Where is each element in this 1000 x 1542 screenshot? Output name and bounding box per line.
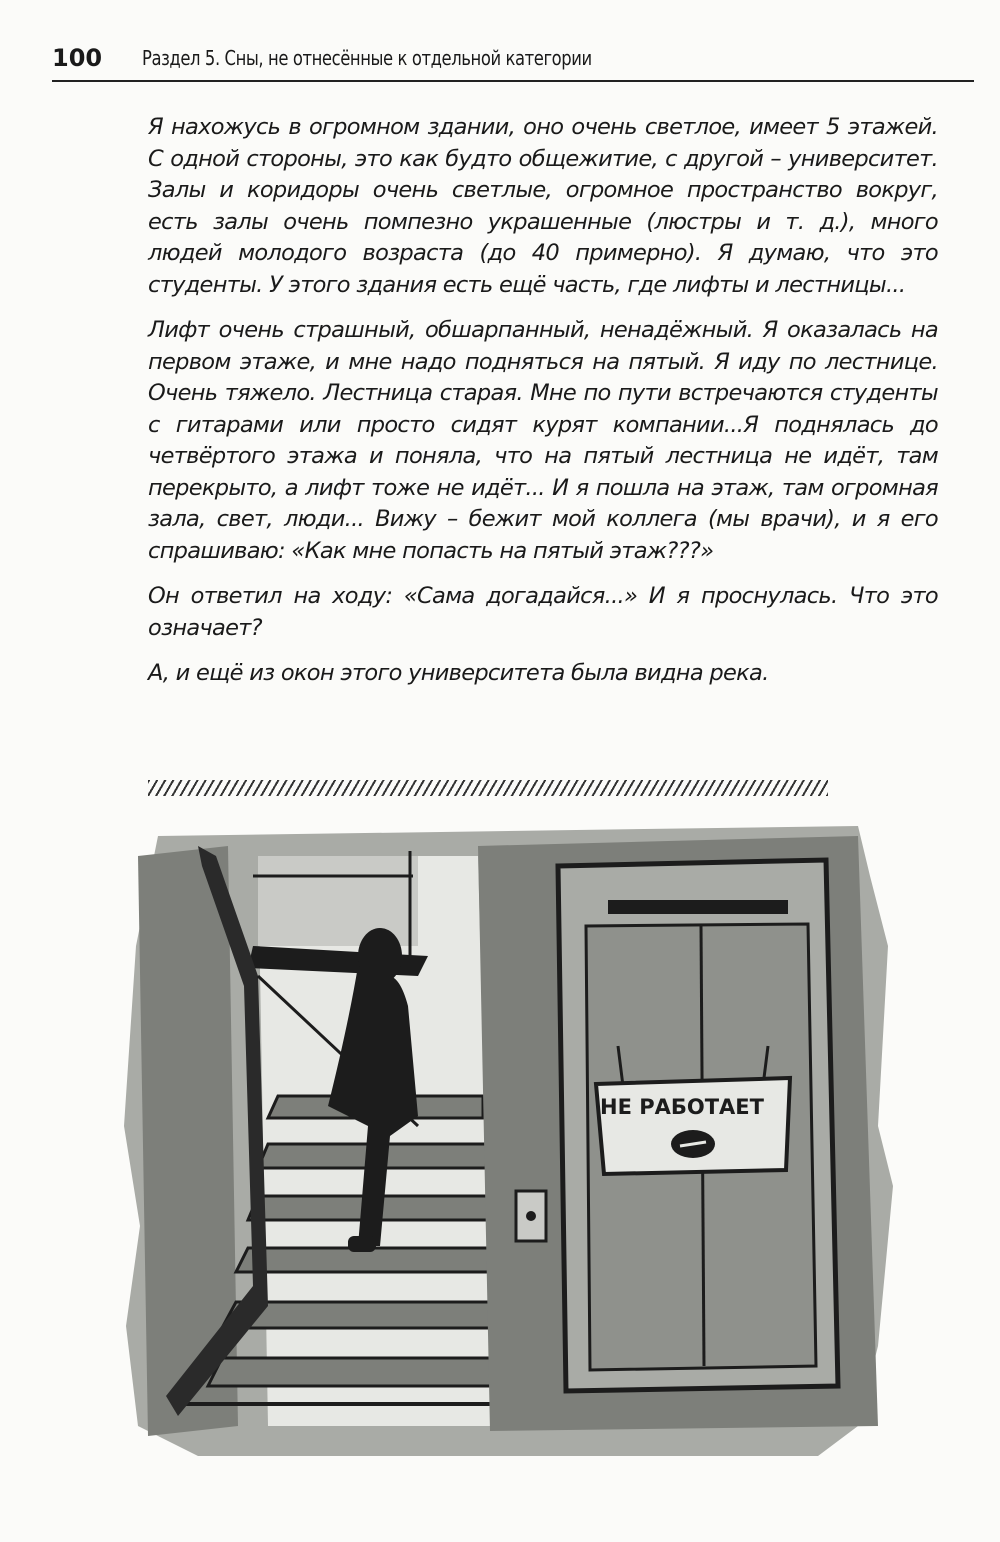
out-of-order-sign (596, 1078, 790, 1174)
call-button (526, 1211, 536, 1221)
upper-landing (258, 856, 418, 946)
staircase-elevator-illustration (118, 826, 900, 1462)
elevator-indicator (608, 900, 788, 914)
paragraph-3: Он ответил на ходу: «Сама догадайся...» И я проснулась. Что это означает? (148, 583, 938, 641)
hatched-divider (148, 780, 828, 796)
paragraph-4: А, и ещё из окон этого университета была видна река. (148, 660, 769, 686)
sign-text: НЕ РАБОТАЕТ (600, 1095, 764, 1119)
page-header (52, 38, 974, 82)
paragraph-2: Лифт очень страшный, обшарпанный, ненадёжный. Я оказалась на первом этаже, и мне надо подняться на пятый. Я иду по лестнице. Очень тяжело. Лестница старая. Мне по пути встречаются студенты с гитарами или просто сидят курят компании...Я поднялась до четвёртого этажа и поняла, что на пятый лестница не идёт, там перекрыто, а лифт тоже не идёт... И я пошла на этаж, там огромная зала, свет, люди... Вижу – бежит мой коллега (мы врачи), и я его спрашиваю: «Как мне попасть на пятый этаж???» (148, 317, 938, 564)
dream-text (148, 112, 938, 704)
illustration-svg (118, 826, 900, 1462)
paragraph-1: Я нахожусь в огромном здании, оно очень светлое, имеет 5 этажей. С одной стороны, это как будто общежитие, с другой – университет. Залы и коридоры очень светлые, огромное пространство вокруг, есть залы очень помпезно украшенные (люстры и т. д.), много людей молодого возраста (до 40 примерно). Я думаю, что это студенты. У этого здания есть ещё часть, где лифты и лестницы... (148, 114, 938, 298)
page-number: 100 (52, 44, 103, 72)
running-title: Раздел 5. Сны, не отнесённые к отдельной категории (142, 46, 592, 70)
